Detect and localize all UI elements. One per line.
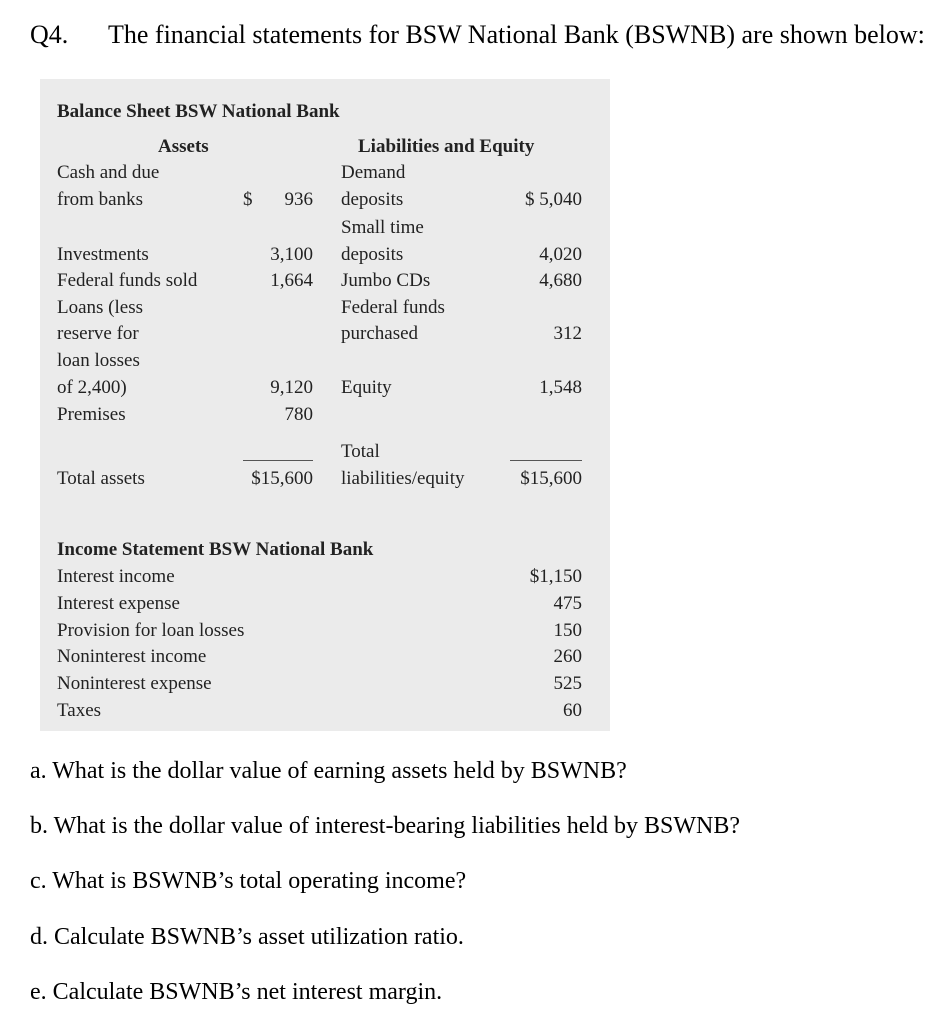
asset-value: 3,100 <box>270 244 313 265</box>
asset-label: Premises <box>57 404 126 425</box>
asset-label: loan losses <box>57 350 140 371</box>
income-value: 475 <box>553 593 582 614</box>
income-label: Interest income <box>57 566 175 587</box>
asset-label: reserve for <box>57 323 139 344</box>
assets-total-rule <box>243 460 313 461</box>
income-label: Provision for loan losses <box>57 620 245 641</box>
liabilities-equity-heading: Liabilities and Equity <box>358 136 535 157</box>
liability-value: 1,548 <box>539 377 582 398</box>
liability-value: 312 <box>553 323 582 344</box>
asset-value: 1,664 <box>270 270 313 291</box>
financial-statements-panel <box>40 79 610 731</box>
income-statement-title: Income Statement BSW National Bank <box>57 539 374 560</box>
asset-label: from banks <box>57 189 144 210</box>
question-number: Q4. <box>30 20 69 49</box>
asset-value: 936 <box>284 189 313 210</box>
total-assets-value: $15,600 <box>251 468 313 489</box>
liability-label: purchased <box>341 323 419 344</box>
liability-label: deposits <box>341 189 404 210</box>
question-intro: The financial statements for BSW National Bank (BSWNB) are shown below: <box>108 20 925 49</box>
asset-label: Loans (less <box>57 297 144 318</box>
income-value: 150 <box>553 620 582 641</box>
income-label: Noninterest income <box>57 646 207 667</box>
liability-label: Demand <box>341 162 406 183</box>
income-value: 525 <box>553 673 582 694</box>
liability-value: $ 5,040 <box>525 189 582 210</box>
asset-currency: $ <box>243 189 253 210</box>
income-label: Taxes <box>57 700 102 721</box>
asset-value: 9,120 <box>270 377 313 398</box>
liability-label: deposits <box>341 244 404 265</box>
balance-sheet-title: Balance Sheet BSW National Bank <box>57 101 340 122</box>
asset-label: Federal funds sold <box>57 270 198 291</box>
total-liabilities-label: liabilities/equity <box>341 468 465 489</box>
income-value: 60 <box>563 700 582 721</box>
asset-label: Cash and due <box>57 162 160 183</box>
liability-label: Small time <box>341 217 424 238</box>
liabilities-total-rule <box>510 460 582 461</box>
question-e: e. Calculate BSWNB’s net interest margin. <box>30 979 443 1005</box>
liability-value: 4,020 <box>539 244 582 265</box>
assets-heading: Assets <box>158 136 209 157</box>
liability-label: Jumbo CDs <box>341 270 431 291</box>
asset-label: of 2,400) <box>57 377 127 398</box>
liability-label: Federal funds <box>341 297 445 318</box>
question-d: d. Calculate BSWNB’s asset utilization ratio. <box>30 924 464 950</box>
liability-value: 4,680 <box>539 270 582 291</box>
income-label: Noninterest expense <box>57 673 212 694</box>
asset-value: 780 <box>284 404 313 425</box>
income-value: $1,150 <box>529 566 582 587</box>
question-a: a. What is the dollar value of earning assets held by BSWNB? <box>30 758 627 784</box>
total-liabilities-label: Total <box>341 441 380 462</box>
question-b: b. What is the dollar value of interest-bearing liabilities held by BSWNB? <box>30 813 741 839</box>
question-c: c. What is BSWNB’s total operating income? <box>30 868 467 894</box>
income-label: Interest expense <box>57 593 180 614</box>
total-liabilities-value: $15,600 <box>520 468 582 489</box>
liability-label: Equity <box>341 377 392 398</box>
total-assets-label: Total assets <box>57 468 145 489</box>
income-value: 260 <box>553 646 582 667</box>
asset-label: Investments <box>57 244 149 265</box>
